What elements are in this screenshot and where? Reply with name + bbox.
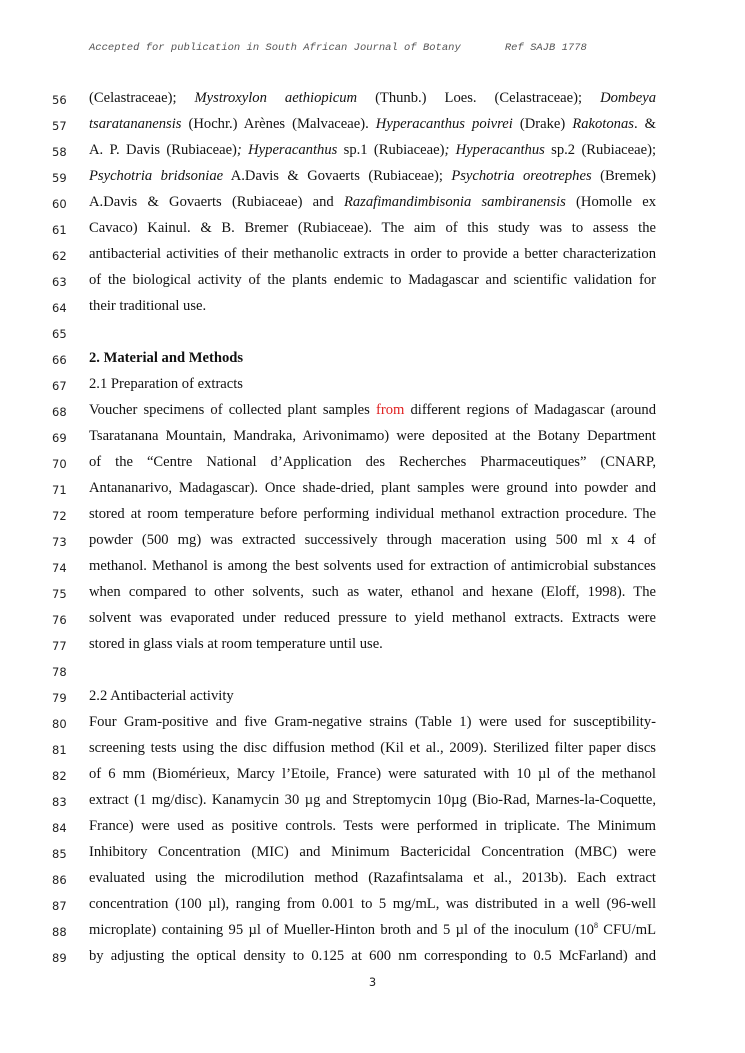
text-segment: 8 — [593, 921, 598, 931]
line-number: 61 — [52, 223, 67, 237]
line-text — [89, 270, 656, 290]
line-number: 86 — [52, 873, 67, 887]
text-line — [0, 400, 745, 426]
section-heading: 2. Material and Methods — [89, 350, 244, 366]
line-number: 87 — [52, 899, 67, 913]
italic-text: ; — [444, 142, 456, 158]
italic-text: tsaratananensis — [89, 116, 182, 132]
text-line — [0, 218, 745, 244]
italic-text: ; — [236, 142, 249, 158]
italic-text: Hyperacanthus — [455, 142, 545, 158]
line-text — [89, 842, 656, 862]
text-segment: stored at room temperature before performing individual methanol extraction procedure. The — [89, 506, 656, 522]
text-line — [0, 244, 745, 270]
line-number: 67 — [52, 379, 67, 393]
line-number: 57 — [52, 119, 67, 133]
line-number: 72 — [52, 509, 67, 523]
line-number: 77 — [52, 639, 67, 653]
text-segment: concentration (100 µl), ranging from 0.001 to 5 mg/mL, was distributed in a well (96-well — [89, 896, 656, 912]
text-segment: of the biological activity of the plants endemic to Madagascar and scientific validation for — [89, 272, 656, 288]
line-text — [89, 426, 656, 446]
line-text — [89, 738, 656, 758]
line-number: 88 — [52, 925, 67, 939]
line-text — [89, 244, 656, 264]
text-segment: CFU/mL — [597, 922, 656, 938]
line-text — [89, 868, 656, 888]
text-line — [0, 374, 745, 400]
text-segment: 2.2 Antibacterial activity — [89, 688, 234, 704]
italic-text: Razafimandimbisonia sambiranensis — [343, 194, 566, 210]
text-segment: A. P. Davis (Rubiaceae) — [89, 142, 237, 158]
page-number: 3 — [368, 975, 377, 989]
text-line — [0, 816, 745, 842]
line-number: 84 — [52, 821, 67, 835]
line-text — [89, 764, 656, 784]
line-number: 63 — [52, 275, 67, 289]
text-line — [0, 686, 745, 712]
text-segment: (Thunb.) Loes. (Celastraceae); — [357, 90, 601, 106]
line-number: 81 — [52, 743, 67, 757]
text-line — [0, 920, 745, 946]
text-segment: of 6 mm (Biomérieux, Marcy l’Etoile, France) were saturated with 10 µl of the methanol — [89, 766, 656, 782]
text-line — [0, 192, 745, 218]
line-number: 70 — [52, 457, 67, 471]
line-text — [89, 296, 656, 316]
text-segment: Cavaco) Kainul. & B. Bremer (Rubiaceae). The aim of this study was to assess the — [89, 220, 656, 236]
text-segment: (Celastraceae); — [89, 90, 195, 106]
text-line — [0, 426, 745, 452]
line-text — [89, 530, 656, 550]
line-text — [89, 790, 656, 810]
text-segment: sp.1 (Rubiaceae) — [337, 142, 445, 158]
text-segment: (Drake) — [512, 116, 573, 132]
italic-text: Hyperacanthus poivrei — [375, 116, 513, 132]
line-text — [89, 556, 656, 576]
line-number: 89 — [52, 951, 67, 965]
text-line — [0, 712, 745, 738]
italic-text: Psychotria oreotrephes — [451, 168, 592, 184]
line-number: 68 — [52, 405, 67, 419]
line-number: 66 — [52, 353, 67, 367]
line-text — [89, 140, 656, 160]
text-segment: sp.2 (Rubiaceae); — [544, 142, 656, 158]
text-segment: A.Davis & Govaerts (Rubiaceae) and — [89, 194, 344, 210]
italic-text: Dombeya — [600, 90, 656, 106]
line-number: 82 — [52, 769, 67, 783]
text-segment: powder (500 mg) was extracted successively through maceration using 500 ml x 4 of — [89, 532, 656, 548]
text-line — [0, 582, 745, 608]
line-number: 56 — [52, 93, 67, 107]
line-text — [89, 946, 656, 966]
line-number: 83 — [52, 795, 67, 809]
line-text — [89, 166, 656, 186]
italic-text: Rakotonas — [572, 116, 634, 132]
text-segment: 2.1 Preparation of extracts — [89, 376, 243, 392]
line-number: 79 — [52, 691, 67, 705]
text-line — [0, 790, 745, 816]
text-line — [0, 166, 745, 192]
text-segment: Antananarivo, Madagascar). Once shade-dried, plant samples were ground into powder and — [89, 480, 656, 496]
line-number: 76 — [52, 613, 67, 627]
text-line — [0, 452, 745, 478]
line-text — [89, 686, 656, 706]
text-line — [0, 738, 745, 764]
text-line — [0, 894, 745, 920]
text-line — [0, 634, 745, 660]
line-text — [89, 816, 656, 836]
text-segment: solvent was evaporated under reduced pressure to yield methanol extracts. Extracts were — [89, 610, 656, 626]
line-text — [89, 452, 656, 472]
line-number: 64 — [52, 301, 67, 315]
text-line — [0, 296, 745, 322]
text-segment: when compared to other solvents, such as water, ethanol and hexane (Eloff, 1998). The — [89, 584, 656, 600]
text-segment: different regions of Madagascar (around — [404, 402, 656, 418]
text-line — [0, 478, 745, 504]
text-segment: (Bremek) — [591, 168, 656, 184]
text-segment: of the “Centre National d’Application des Recherches Pharmaceutiques” (CNARP, — [89, 454, 656, 470]
text-line — [0, 348, 745, 374]
line-text — [89, 504, 656, 524]
italic-text: Psychotria bridsoniae — [89, 168, 224, 184]
line-text — [89, 192, 656, 212]
text-segment: methanol. Methanol is among the best solvents used for extraction of antimicrobial substances — [89, 558, 656, 574]
text-segment: by adjusting the optical density to 0.125 at 600 nm corresponding to 0.5 McFarland) and — [89, 948, 656, 964]
text-segment: (Homolle ex — [565, 194, 656, 210]
line-text — [89, 634, 656, 654]
text-segment: extract (1 mg/disc). Kanamycin 30 µg and Streptomycin 10µg (Bio-Rad, Marnes-la-Coquette, — [89, 792, 656, 808]
text-segment: microplate) containing 95 µl of Mueller-Hinton broth and 5 µl of the inoculum (10 — [89, 922, 594, 938]
text-segment: France) were used as positive controls. Tests were performed in triplicate. The Minimum — [89, 818, 656, 834]
text-segment: Tsaratanana Mountain, Mandraka, Arivonimamo) were deposited at the Botany Department — [89, 428, 656, 444]
text-line — [0, 608, 745, 634]
text-line — [0, 764, 745, 790]
line-number: 75 — [52, 587, 67, 601]
line-text — [89, 582, 656, 602]
text-line — [0, 946, 745, 972]
line-text — [89, 348, 656, 368]
line-text — [89, 920, 656, 940]
line-text — [89, 894, 656, 914]
text-line — [0, 322, 745, 348]
text-segment: Voucher specimens of collected plant samples — [89, 402, 376, 418]
line-text — [89, 712, 656, 732]
text-segment: evaluated using the microdilution method (Razafintsalama et al., 2013b). Each extract — [89, 870, 656, 886]
italic-text: Hyperacanthus — [248, 142, 338, 158]
text-segment: (Hochr.) Arènes (Malvaceae). — [181, 116, 376, 132]
text-line — [0, 88, 745, 114]
text-line — [0, 140, 745, 166]
line-number: 73 — [52, 535, 67, 549]
highlighted-word: from — [375, 402, 405, 418]
line-number: 85 — [52, 847, 67, 861]
line-text — [89, 114, 656, 134]
line-number: 69 — [52, 431, 67, 445]
line-number: 74 — [52, 561, 67, 575]
text-line — [0, 530, 745, 556]
line-text — [89, 608, 656, 628]
text-line — [0, 556, 745, 582]
text-line — [0, 660, 745, 686]
line-text — [89, 88, 656, 108]
line-text — [89, 374, 656, 394]
line-text — [89, 218, 656, 238]
text-segment: A.Davis & Govaerts (Rubiaceae); — [223, 168, 452, 184]
text-line — [0, 270, 745, 296]
text-segment: . & — [633, 116, 656, 132]
line-text — [89, 400, 656, 420]
text-segment: Four Gram-positive and five Gram-negative strains (Table 1) were used for susceptibility- — [89, 714, 656, 730]
line-number: 71 — [52, 483, 67, 497]
text-segment: stored in glass vials at room temperature until use. — [89, 636, 383, 652]
text-segment: screening tests using the disc diffusion method (Kil et al., 2009). Sterilized filter paper discs — [89, 740, 656, 756]
text-segment: Inhibitory Concentration (MIC) and Minimum Bactericidal Concentration (MBC) were — [89, 844, 656, 860]
line-number: 78 — [52, 665, 67, 679]
text-segment: their traditional use. — [89, 298, 207, 314]
line-number: 62 — [52, 249, 67, 263]
running-head: Accepted for publication in South African Journal of Botany Ref SAJB 1778 — [89, 42, 587, 54]
text-segment: antibacterial activities of their methanolic extracts in order to provide a better characterization — [89, 246, 656, 262]
line-text — [89, 478, 656, 498]
line-number: 58 — [52, 145, 67, 159]
text-line — [0, 504, 745, 530]
text-line — [0, 114, 745, 140]
line-number: 59 — [52, 171, 67, 185]
line-number: 60 — [52, 197, 67, 211]
text-line — [0, 868, 745, 894]
line-number: 65 — [52, 327, 67, 341]
italic-text: Mystroxylon aethiopicum — [194, 90, 358, 106]
text-line — [0, 842, 745, 868]
line-number: 80 — [52, 717, 67, 731]
